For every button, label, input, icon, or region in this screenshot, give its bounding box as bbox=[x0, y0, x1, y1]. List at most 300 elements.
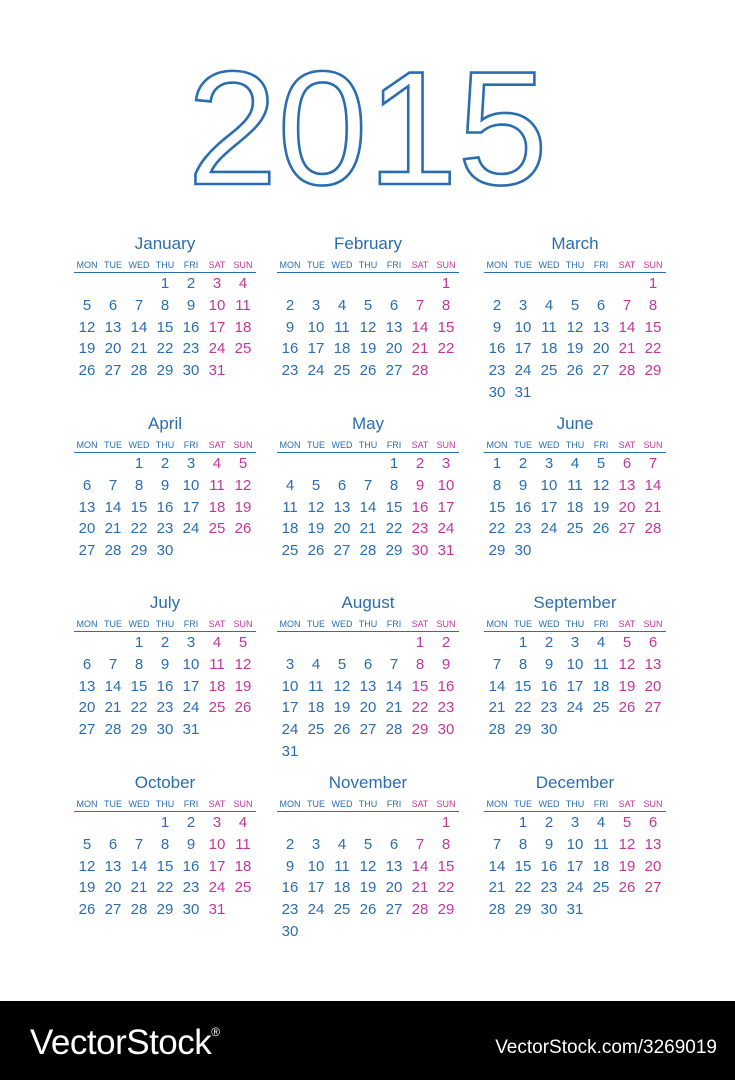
day-cell: 1 bbox=[134, 455, 144, 472]
day-cell: 11 bbox=[593, 835, 609, 853]
day-cell: 11 bbox=[334, 318, 350, 336]
weekday-label: WED bbox=[331, 260, 353, 270]
day-cell: 13 bbox=[644, 835, 662, 853]
empty-cell bbox=[433, 360, 459, 382]
week-row bbox=[277, 273, 459, 295]
day-cell: 22 bbox=[130, 699, 148, 717]
day-cell: 27 bbox=[592, 362, 610, 380]
week-row bbox=[277, 856, 459, 878]
day-cell: 2 bbox=[544, 814, 554, 831]
day-cell: 28 bbox=[618, 362, 636, 380]
weekday-label: FRI bbox=[386, 799, 402, 809]
day-cell: 26 bbox=[618, 699, 636, 717]
weekday-label: TUE bbox=[307, 619, 325, 629]
day-cell: 28 bbox=[488, 901, 506, 919]
day-cell: 23 bbox=[156, 699, 174, 717]
day-cell: 17 bbox=[281, 699, 299, 717]
day-cell: 20 bbox=[385, 879, 403, 897]
day-cell: 15 bbox=[514, 857, 532, 875]
day-cell: 22 bbox=[437, 879, 455, 897]
weekday-header bbox=[74, 618, 256, 632]
day-cell: 29 bbox=[156, 362, 174, 380]
footer-bar bbox=[0, 1001, 735, 1080]
weekday-header bbox=[484, 618, 666, 632]
day-cell: 9 bbox=[518, 476, 528, 494]
day-cell: 28 bbox=[488, 721, 506, 739]
weekday-label: SAT bbox=[411, 440, 429, 450]
day-cell: 2 bbox=[441, 634, 451, 651]
empty-cell bbox=[588, 382, 614, 404]
day-cell: 5 bbox=[596, 455, 606, 472]
day-cell: 1 bbox=[160, 275, 170, 292]
week-row bbox=[484, 475, 666, 497]
day-cell: 12 bbox=[234, 655, 252, 673]
empty-cell bbox=[277, 632, 303, 654]
day-cell: 9 bbox=[544, 835, 554, 853]
day-cell: 15 bbox=[437, 318, 455, 336]
day-cell: 2 bbox=[160, 455, 170, 472]
day-cell: 26 bbox=[592, 520, 610, 538]
day-cell: 22 bbox=[130, 520, 148, 538]
day-cell: 29 bbox=[411, 721, 429, 739]
weekday-label: SUN bbox=[436, 799, 456, 809]
day-cell: 18 bbox=[281, 520, 299, 538]
weekday-label: SAT bbox=[208, 619, 226, 629]
weekday-label: FRI bbox=[183, 799, 199, 809]
day-cell: 9 bbox=[160, 655, 170, 673]
day-cell: 14 bbox=[104, 498, 122, 516]
day-cell: 27 bbox=[618, 520, 636, 538]
day-cell: 22 bbox=[411, 699, 429, 717]
weekday-label: THU bbox=[358, 440, 378, 450]
day-cell: 20 bbox=[104, 879, 122, 897]
empty-cell bbox=[303, 921, 329, 943]
week-row bbox=[74, 632, 256, 654]
empty-cell bbox=[536, 540, 562, 562]
weekday-label: TUE bbox=[104, 440, 122, 450]
day-cell: 5 bbox=[622, 634, 632, 651]
month-name: August bbox=[341, 593, 395, 612]
weekday-header bbox=[484, 439, 666, 453]
day-cell: 16 bbox=[411, 498, 429, 516]
week-row bbox=[74, 295, 256, 317]
week-row bbox=[484, 317, 666, 339]
day-cell: 28 bbox=[411, 901, 429, 919]
day-cell: 10 bbox=[182, 476, 200, 494]
day-cell: 31 bbox=[566, 901, 584, 919]
day-cell: 30 bbox=[411, 542, 429, 560]
week-row bbox=[484, 497, 666, 519]
day-cell: 5 bbox=[622, 814, 632, 831]
week-row bbox=[484, 453, 666, 475]
week-row bbox=[277, 676, 459, 698]
day-cell: 3 bbox=[285, 655, 295, 673]
day-cell: 16 bbox=[437, 677, 455, 695]
day-cell: 8 bbox=[441, 296, 451, 314]
empty-cell bbox=[484, 273, 510, 295]
day-cell: 31 bbox=[514, 383, 532, 401]
day-cell: 18 bbox=[208, 498, 226, 516]
empty-cell bbox=[407, 921, 433, 943]
week-row bbox=[74, 453, 256, 475]
day-cell: 18 bbox=[307, 699, 325, 717]
day-cell: 2 bbox=[492, 296, 502, 314]
day-cell: 3 bbox=[518, 296, 528, 314]
weekday-label: SAT bbox=[411, 799, 429, 809]
week-row bbox=[277, 812, 459, 834]
empty-cell bbox=[355, 921, 381, 943]
empty-cell bbox=[355, 273, 381, 295]
weekday-label: TUE bbox=[514, 440, 532, 450]
day-cell: 25 bbox=[234, 340, 252, 358]
day-cell: 23 bbox=[156, 520, 174, 538]
day-cell: 11 bbox=[235, 296, 251, 314]
day-cell: 25 bbox=[566, 520, 584, 538]
empty-cell bbox=[407, 812, 433, 834]
empty-cell bbox=[640, 899, 666, 921]
day-cell: 9 bbox=[544, 655, 554, 673]
day-cell: 15 bbox=[385, 498, 403, 516]
day-cell: 23 bbox=[281, 362, 299, 380]
day-cell: 2 bbox=[544, 634, 554, 651]
weekday-label: MON bbox=[76, 799, 98, 809]
weekday-label: THU bbox=[155, 799, 175, 809]
empty-cell bbox=[329, 741, 355, 763]
week-row bbox=[277, 697, 459, 719]
day-cell: 12 bbox=[592, 476, 610, 494]
day-cell: 27 bbox=[333, 542, 351, 560]
empty-cell bbox=[230, 540, 256, 562]
day-cell: 7 bbox=[492, 655, 502, 673]
day-cell: 10 bbox=[182, 655, 200, 673]
weekday-label: WED bbox=[538, 619, 560, 629]
day-cell: 7 bbox=[389, 655, 399, 673]
day-cell: 18 bbox=[333, 879, 351, 897]
weekday-label: FRI bbox=[183, 260, 199, 270]
weekday-label: SAT bbox=[618, 799, 636, 809]
day-cell: 24 bbox=[566, 699, 584, 717]
day-cell: 17 bbox=[514, 340, 532, 358]
day-cell: 8 bbox=[518, 655, 528, 673]
day-cell: 26 bbox=[234, 520, 252, 538]
month-september bbox=[484, 592, 666, 741]
day-cell: 8 bbox=[389, 476, 399, 494]
day-cell: 24 bbox=[514, 362, 532, 380]
day-cell: 20 bbox=[592, 340, 610, 358]
day-cell: 28 bbox=[359, 542, 377, 560]
week-row bbox=[74, 540, 256, 562]
day-cell: 31 bbox=[182, 721, 200, 739]
week-row bbox=[74, 497, 256, 519]
day-cell: 11 bbox=[235, 835, 251, 853]
day-cell: 5 bbox=[337, 655, 347, 673]
week-row bbox=[484, 338, 666, 360]
day-cell: 4 bbox=[337, 835, 347, 853]
weekday-header bbox=[277, 618, 459, 632]
week-row bbox=[484, 719, 666, 741]
day-cell: 20 bbox=[104, 340, 122, 358]
day-cell: 11 bbox=[209, 655, 225, 673]
day-cell: 17 bbox=[307, 879, 325, 897]
day-cell: 10 bbox=[208, 835, 226, 853]
day-cell: 12 bbox=[78, 318, 96, 336]
day-cell: 13 bbox=[78, 677, 96, 695]
week-row bbox=[277, 475, 459, 497]
empty-cell bbox=[355, 453, 381, 475]
day-cell: 27 bbox=[78, 542, 96, 560]
week-row bbox=[74, 856, 256, 878]
day-cell: 1 bbox=[415, 634, 425, 651]
day-cell: 18 bbox=[566, 498, 584, 516]
day-cell: 26 bbox=[307, 542, 325, 560]
day-cell: 21 bbox=[359, 520, 377, 538]
day-cell: 13 bbox=[385, 857, 403, 875]
day-cell: 18 bbox=[234, 318, 252, 336]
day-cell: 27 bbox=[104, 362, 122, 380]
day-cell: 6 bbox=[82, 476, 92, 494]
day-cell: 21 bbox=[130, 879, 148, 897]
empty-cell bbox=[230, 719, 256, 741]
day-cell: 26 bbox=[618, 879, 636, 897]
day-cell: 22 bbox=[437, 340, 455, 358]
weekday-label: SAT bbox=[411, 260, 429, 270]
day-cell: 31 bbox=[281, 742, 299, 760]
weekday-label: TUE bbox=[514, 619, 532, 629]
empty-cell bbox=[588, 899, 614, 921]
day-cell: 1 bbox=[492, 455, 502, 472]
day-cell: 4 bbox=[212, 455, 222, 472]
weekday-label: SUN bbox=[643, 440, 663, 450]
empty-cell bbox=[303, 741, 329, 763]
day-cell: 4 bbox=[596, 634, 606, 651]
weekday-header bbox=[277, 798, 459, 812]
day-cell: 9 bbox=[186, 296, 196, 314]
weekday-label: THU bbox=[565, 619, 585, 629]
day-cell: 29 bbox=[385, 542, 403, 560]
weekday-label: WED bbox=[128, 799, 150, 809]
day-cell: 25 bbox=[234, 879, 252, 897]
month-name: March bbox=[551, 234, 599, 253]
day-cell: 19 bbox=[618, 857, 636, 875]
day-cell: 8 bbox=[415, 655, 425, 673]
day-cell: 8 bbox=[492, 476, 502, 494]
weekday-label: MON bbox=[279, 619, 301, 629]
day-cell: 2 bbox=[285, 296, 295, 314]
day-cell: 8 bbox=[518, 835, 528, 853]
day-cell: 16 bbox=[182, 857, 200, 875]
empty-cell bbox=[433, 921, 459, 943]
day-cell: 3 bbox=[311, 296, 321, 314]
weekday-label: THU bbox=[565, 440, 585, 450]
day-cell: 3 bbox=[544, 455, 554, 472]
day-cell: 18 bbox=[333, 340, 351, 358]
day-cell: 30 bbox=[156, 542, 174, 560]
weekday-label: TUE bbox=[104, 260, 122, 270]
empty-cell bbox=[614, 273, 640, 295]
day-cell: 3 bbox=[570, 634, 580, 651]
weekday-label: SUN bbox=[233, 799, 253, 809]
week-row bbox=[277, 518, 459, 540]
brand-name: VectorStock bbox=[30, 1023, 212, 1062]
day-cell: 31 bbox=[208, 901, 226, 919]
weekday-label: MON bbox=[486, 440, 508, 450]
day-cell: 15 bbox=[437, 857, 455, 875]
week-row bbox=[277, 317, 459, 339]
day-cell: 5 bbox=[82, 296, 92, 314]
day-cell: 23 bbox=[182, 340, 200, 358]
week-row bbox=[277, 540, 459, 562]
day-cell: 1 bbox=[648, 275, 658, 292]
weekday-label: SUN bbox=[233, 619, 253, 629]
weekday-label: WED bbox=[128, 619, 150, 629]
day-cell: 12 bbox=[359, 318, 377, 336]
month-name: January bbox=[134, 234, 196, 253]
day-cell: 24 bbox=[307, 901, 325, 919]
weekday-label: FRI bbox=[386, 440, 402, 450]
day-cell: 13 bbox=[104, 857, 122, 875]
week-row bbox=[74, 475, 256, 497]
month-name: November bbox=[328, 773, 408, 792]
weekday-label: SAT bbox=[618, 440, 636, 450]
day-cell: 7 bbox=[134, 296, 144, 314]
week-row bbox=[277, 360, 459, 382]
day-cell: 16 bbox=[182, 318, 200, 336]
weekday-label: TUE bbox=[307, 440, 325, 450]
day-cell: 11 bbox=[282, 498, 298, 516]
week-row bbox=[277, 497, 459, 519]
weekday-label: SUN bbox=[233, 440, 253, 450]
day-cell: 4 bbox=[212, 634, 222, 651]
empty-cell bbox=[614, 719, 640, 741]
day-cell: 20 bbox=[644, 857, 662, 875]
weekday-label: FRI bbox=[593, 619, 609, 629]
day-cell: 17 bbox=[540, 498, 558, 516]
image-id: VectorStock.com/3269019 bbox=[495, 1037, 717, 1058]
day-cell: 3 bbox=[570, 814, 580, 831]
day-cell: 28 bbox=[385, 721, 403, 739]
day-cell: 14 bbox=[359, 498, 377, 516]
day-cell: 12 bbox=[359, 857, 377, 875]
day-cell: 27 bbox=[78, 721, 96, 739]
day-cell: 30 bbox=[540, 901, 558, 919]
day-cell: 12 bbox=[566, 318, 584, 336]
empty-cell bbox=[204, 719, 230, 741]
week-row bbox=[74, 719, 256, 741]
day-cell: 21 bbox=[411, 340, 429, 358]
month-august bbox=[277, 592, 459, 763]
week-row bbox=[277, 834, 459, 856]
empty-cell bbox=[614, 382, 640, 404]
day-cell: 17 bbox=[208, 318, 226, 336]
weekday-label: SUN bbox=[436, 619, 456, 629]
day-cell: 17 bbox=[208, 857, 226, 875]
day-cell: 1 bbox=[160, 814, 170, 831]
day-cell: 6 bbox=[108, 296, 118, 314]
day-cell: 4 bbox=[596, 814, 606, 831]
day-cell: 17 bbox=[437, 498, 455, 516]
day-cell: 26 bbox=[78, 901, 96, 919]
day-cell: 1 bbox=[134, 634, 144, 651]
month-june bbox=[484, 413, 666, 562]
year-text: 2015 bbox=[187, 42, 548, 202]
weekday-label: FRI bbox=[386, 619, 402, 629]
weekday-label: TUE bbox=[514, 260, 532, 270]
day-cell: 4 bbox=[311, 655, 321, 673]
empty-cell bbox=[407, 273, 433, 295]
day-cell: 7 bbox=[108, 476, 118, 494]
month-name: September bbox=[533, 593, 617, 612]
day-cell: 25 bbox=[307, 721, 325, 739]
weekday-label: SAT bbox=[618, 619, 636, 629]
weekday-label: SUN bbox=[233, 260, 253, 270]
day-cell: 27 bbox=[385, 362, 403, 380]
day-cell: 14 bbox=[411, 318, 429, 336]
week-row bbox=[277, 741, 459, 763]
day-cell: 19 bbox=[333, 699, 351, 717]
empty-cell bbox=[562, 273, 588, 295]
week-row bbox=[74, 338, 256, 360]
empty-cell bbox=[126, 273, 152, 295]
week-row bbox=[277, 453, 459, 475]
day-cell: 27 bbox=[359, 721, 377, 739]
day-cell: 13 bbox=[385, 318, 403, 336]
day-cell: 19 bbox=[234, 498, 252, 516]
day-cell: 24 bbox=[208, 879, 226, 897]
day-cell: 6 bbox=[337, 476, 347, 494]
day-cell: 25 bbox=[592, 699, 610, 717]
week-row bbox=[277, 338, 459, 360]
day-cell: 22 bbox=[156, 879, 174, 897]
empty-cell bbox=[588, 273, 614, 295]
day-cell: 7 bbox=[108, 655, 118, 673]
day-cell: 30 bbox=[514, 542, 532, 560]
month-october bbox=[74, 772, 256, 921]
day-cell: 19 bbox=[592, 498, 610, 516]
empty-cell bbox=[407, 741, 433, 763]
day-cell: 9 bbox=[285, 857, 295, 875]
day-cell: 22 bbox=[514, 699, 532, 717]
day-cell: 6 bbox=[82, 655, 92, 673]
day-cell: 3 bbox=[212, 275, 222, 292]
day-cell: 29 bbox=[488, 542, 506, 560]
week-row bbox=[484, 697, 666, 719]
day-cell: 13 bbox=[78, 498, 96, 516]
day-cell: 29 bbox=[130, 542, 148, 560]
weekday-header bbox=[484, 259, 666, 273]
day-cell: 29 bbox=[130, 721, 148, 739]
day-cell: 29 bbox=[156, 901, 174, 919]
day-cell: 5 bbox=[82, 835, 92, 853]
weekday-label: THU bbox=[155, 619, 175, 629]
day-cell: 12 bbox=[234, 476, 252, 494]
weekday-label: FRI bbox=[593, 440, 609, 450]
week-row bbox=[74, 360, 256, 382]
day-cell: 27 bbox=[104, 901, 122, 919]
week-row bbox=[484, 812, 666, 834]
day-cell: 16 bbox=[540, 677, 558, 695]
day-cell: 24 bbox=[307, 362, 325, 380]
week-row bbox=[484, 676, 666, 698]
weekday-label: SUN bbox=[436, 440, 456, 450]
day-cell: 23 bbox=[281, 901, 299, 919]
day-cell: 16 bbox=[488, 340, 506, 358]
day-cell: 7 bbox=[492, 835, 502, 853]
day-cell: 24 bbox=[281, 721, 299, 739]
day-cell: 29 bbox=[644, 362, 662, 380]
day-cell: 29 bbox=[514, 721, 532, 739]
empty-cell bbox=[74, 273, 100, 295]
empty-cell bbox=[230, 899, 256, 921]
